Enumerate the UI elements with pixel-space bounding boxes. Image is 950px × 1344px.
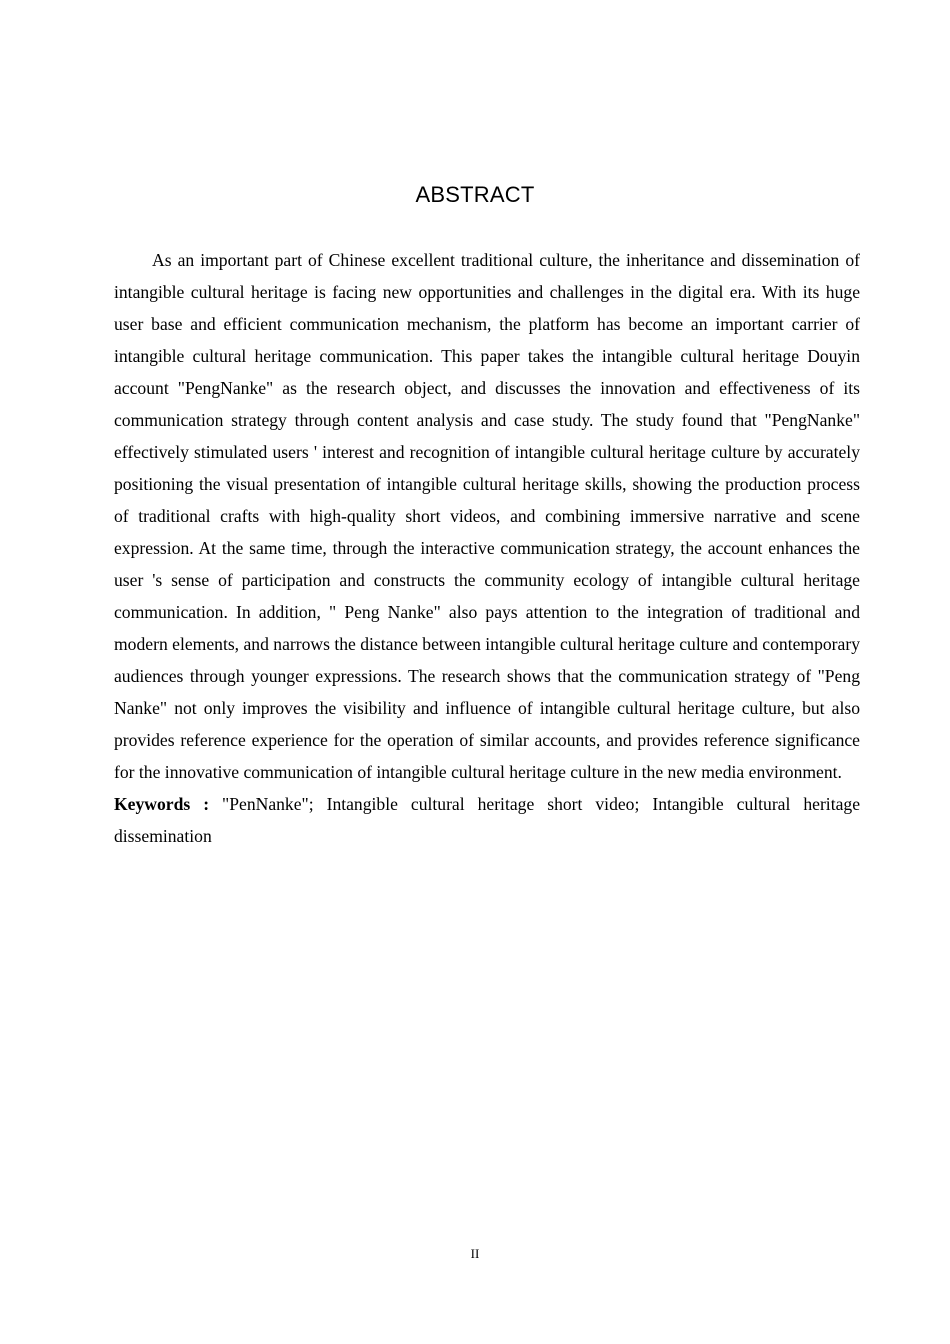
keywords-text: "PenNanke"; Intangible cultural heritage short video; Intangible cultural heritage dissemination bbox=[114, 794, 861, 846]
abstract-heading: ABSTRACT bbox=[415, 182, 535, 207]
keywords-line bbox=[114, 788, 860, 852]
page-number: II bbox=[470, 1246, 480, 1261]
keywords-label: Keywords : bbox=[114, 794, 210, 814]
abstract-body bbox=[114, 244, 860, 852]
abstract-paragraph: As an important part of Chinese excellent traditional culture, the inheritance and dissemination of intangible cultural heritage is facing new opportunities and challenges in the digital era. With its huge user base and efficient communication mechanism, the platform has become an important carrier of intangible cultural heritage communication. This paper takes the intangible cultural heritage Douyin account "PengNanke" as the research object, and discusses the innovation and effectiveness of its communication strategy through content analysis and case study. The study found that "PengNanke" effectively stimulated users ' interest and recognition of intangible cultural heritage culture by accurately positioning the visual presentation of intangible cultural heritage skills, showing the production process of traditional crafts with high-quality short videos, and combining immersive narrative and scene expression. At the same time, through the interactive communication strategy, the account enhances the user 's sense of participation and constructs the community ecology of intangible cultural heritage communication. In addition, " Peng Nanke" also pays attention to the integration of traditional and modern elements, and narrows the distance between intangible cultural heritage culture and contemporary audiences through younger expressions. The research shows that the communication strategy of "Peng Nanke" not only improves the visibility and influence of intangible cultural heritage culture, but also provides reference experience for the operation of similar accounts, and provides reference significance for the innovative communication of intangible cultural heritage culture in the new media environment. bbox=[114, 250, 860, 782]
